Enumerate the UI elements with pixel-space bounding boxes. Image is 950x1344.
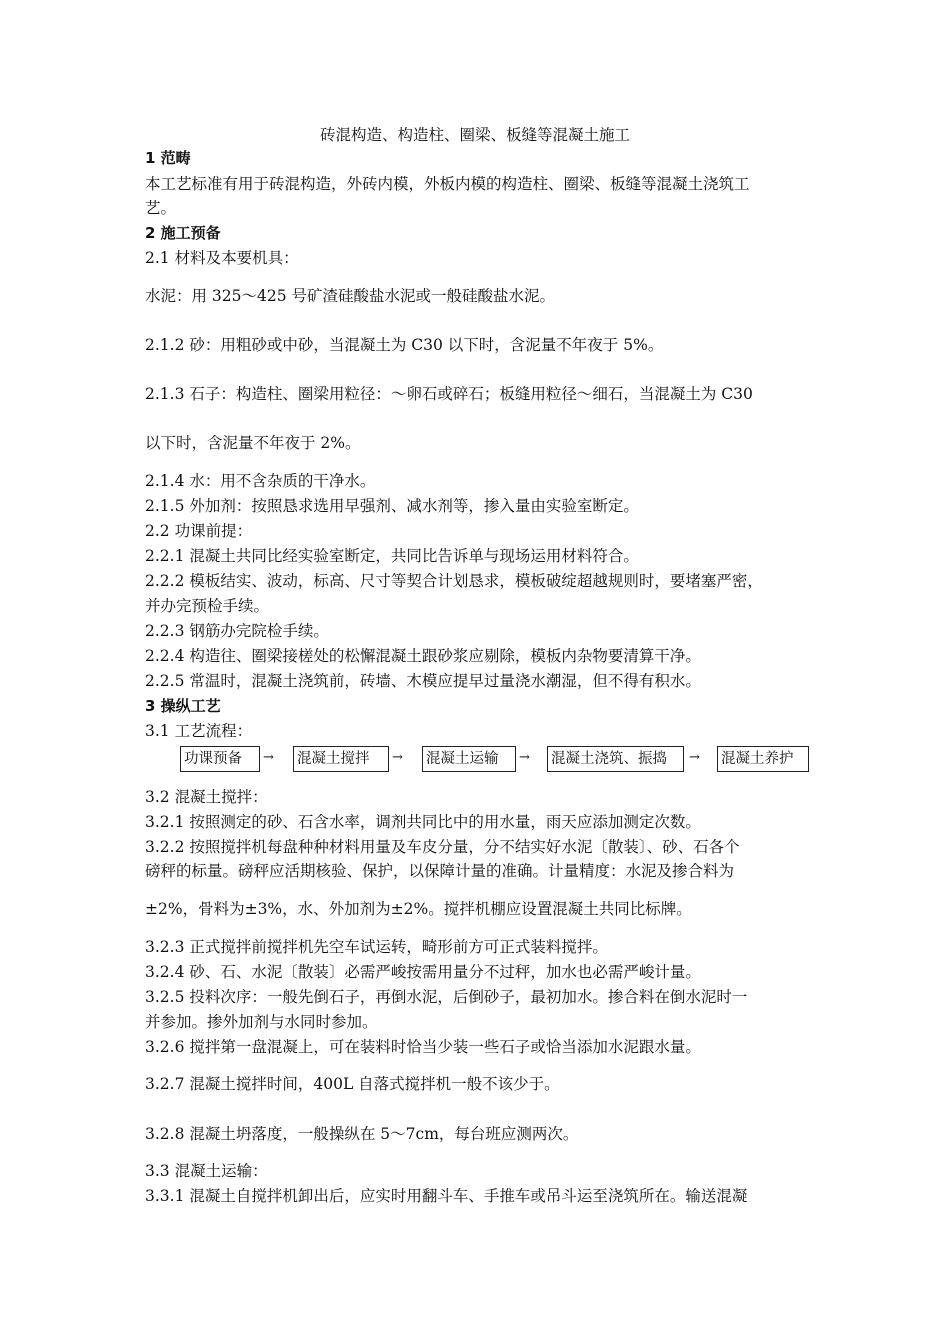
flow-step-box: 混凝土养护 bbox=[717, 746, 809, 772]
section-heading: 3 操纵工艺 bbox=[145, 697, 221, 715]
paragraph-line: 磅秤的标量。磅秤应活期核验、保护，以保障计量的准确。计量精度：水泥及掺合料为 bbox=[145, 862, 735, 880]
paragraph-line: 2.2.1 混凝土共同比经实验室断定，共同比告诉单与现场运用材料符合。 bbox=[145, 547, 639, 565]
paragraph-line: 3.2.4 砂、石、水泥〔散装〕必需严峻按需用量分不过秤，加水也必需严峻计量。 bbox=[145, 963, 701, 981]
flow-arrow: → bbox=[263, 750, 274, 765]
paragraph-line: 3.2.2 按照搅拌机每盘种种材料用量及车皮分量，分不结实好水泥〔散装〕、砂、石各个 bbox=[145, 838, 740, 856]
paragraph-line: 3.2.6 搅拌第一盘混凝上，可在装料时恰当少装一些石子或恰当添加水泥跟水量。 bbox=[145, 1038, 701, 1056]
paragraph-line: 2.2.2 模板结实、波动，标高、尺寸等契合计划恳求，模板破绽超越规则时，要堵塞严密， bbox=[145, 572, 763, 590]
section-heading: 1 范畴 bbox=[145, 149, 191, 167]
paragraph-line: 以下时，含泥量不年夜于 2%。 bbox=[145, 434, 361, 452]
paragraph-line: 3.2.5 投料次序：一般先倒石子，再倒水泥，后倒砂子，最初加水。掺合料在倒水泥时一 bbox=[145, 988, 748, 1006]
paragraph-line: 本工艺标准有用于砖混构造，外砖内模，外板内模的构造柱、圈梁、板缝等混凝土浇筑工 bbox=[145, 175, 750, 193]
paragraph-line: 2.1 材料及本要机具： bbox=[145, 249, 299, 267]
section-heading: 2 施工预备 bbox=[145, 224, 221, 242]
paragraph-line: 2.2.5 常温时，混凝土浇筑前，砖墙、木模应提早过量浇水潮湿，但不得有积水。 bbox=[145, 672, 701, 690]
paragraph-line: 2.1.5 外加剂：按照恳求选用早强剂、减水剂等，掺入量由实验室断定。 bbox=[145, 497, 639, 515]
paragraph-line: 艺。 bbox=[145, 199, 177, 217]
paragraph-line: 3.2 混凝土搅拌： bbox=[145, 788, 268, 806]
flow-arrow: → bbox=[689, 750, 700, 765]
paragraph-line: 2.2 功课前提： bbox=[145, 522, 253, 540]
paragraph-line: 2.1.2 砂：用粗砂或中砂，当混凝土为 C30 以下时，含泥量不年夜于 5%。 bbox=[145, 336, 664, 354]
paragraph-line: 3.1 工艺流程： bbox=[145, 722, 253, 740]
paragraph-line: 3.2.7 混凝土搅拌时间，400L 自落式搅拌机一般不该少于。 bbox=[145, 1075, 560, 1093]
paragraph-line: 3.3 混凝土运输： bbox=[145, 1162, 268, 1180]
paragraph-line: 并参加。掺外加剂与水同时参加。 bbox=[145, 1013, 378, 1031]
paragraph-line: 2.2.4 构造往、圈梁接槎处的松懈混凝土跟砂浆应剔除，模板内杂物要清算干净。 bbox=[145, 647, 701, 665]
flow-step-box: 混凝土搅拌 bbox=[293, 746, 389, 772]
paragraph-line: 3.3.1 混凝土自搅拌机卸出后，应实时用翻斗车、手推车或吊斗运至浇筑所在。输送混凝 bbox=[145, 1187, 748, 1205]
flow-step-box: 混凝土运输 bbox=[422, 746, 516, 772]
document-title: 砖混构造、构造柱、圈梁、板缝等混凝土施工 bbox=[319, 126, 630, 144]
paragraph-line: ±2%，骨料为±3%，水、外加剂为±2%。搅拌机棚应设置混凝土共同比标牌。 bbox=[145, 900, 692, 918]
paragraph-line: 并办完预检手续。 bbox=[145, 597, 270, 615]
paragraph-line: 3.2.3 正式搅拌前搅拌机先空车试运转，畸形前方可正式装料搅拌。 bbox=[145, 938, 608, 956]
paragraph-line: 2.1.4 水：用不含杂质的干净水。 bbox=[145, 472, 376, 490]
paragraph-line: 2.2.3 钢筋办完院检手续。 bbox=[145, 622, 329, 640]
paragraph-line: 水泥：用 325～425 号矿渣硅酸盐水泥或一般硅酸盐水泥。 bbox=[145, 287, 556, 305]
paragraph-line: 3.2.8 混凝土坍落度，一般操纵在 5～7cm，每台班应测两次。 bbox=[145, 1125, 579, 1143]
flow-arrow: → bbox=[392, 750, 403, 765]
paragraph-line: 3.2.1 按照测定的砂、石含水率，调剂共同比中的用水量，雨天应添加测定次数。 bbox=[145, 813, 701, 831]
flow-arrow: → bbox=[519, 750, 530, 765]
paragraph-line: 2.1.3 石子：构造柱、圈梁用粒径：～卵石或碎石；板缝用粒径～细石，当混凝土为 C30 bbox=[145, 385, 753, 403]
flow-step-box: 混凝土浇筑、振捣 bbox=[547, 746, 684, 772]
flow-step-box: 功课预备 bbox=[180, 746, 260, 772]
